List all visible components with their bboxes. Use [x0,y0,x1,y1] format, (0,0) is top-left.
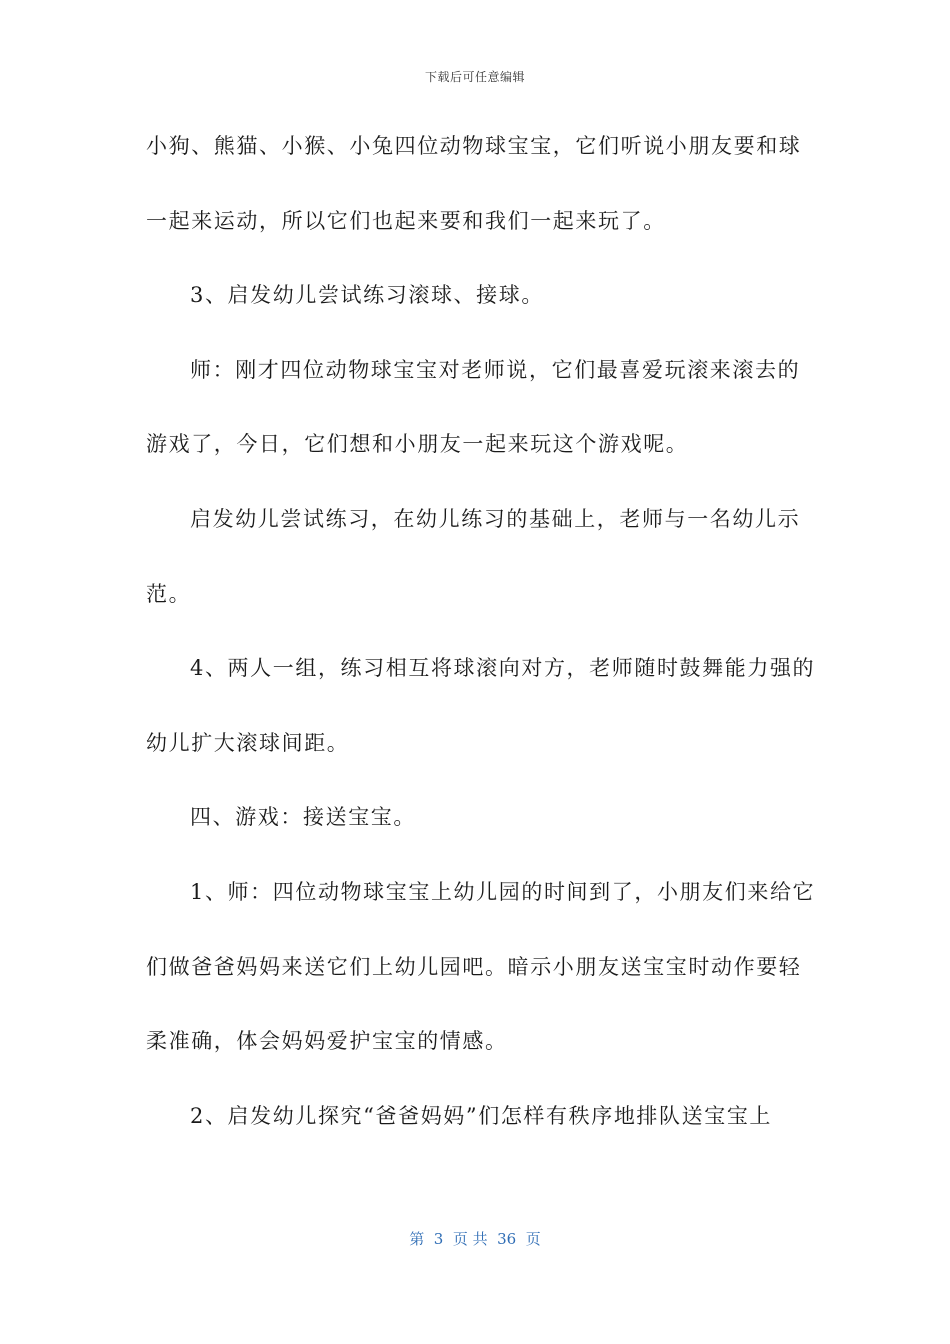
text-line: 小狗、熊猫、小猴、小兔四位动物球宝宝，它们听说小朋友要和球 [146,134,802,158]
text-line: 们做爸爸妈妈来送它们上幼儿园吧。暗示小朋友送宝宝时动作要轻 [146,954,802,979]
text-line: 范。 [146,581,192,606]
text-line: 师：刚才四位动物球宝宝对老师说，它们最喜爱玩滚来滚去的 [190,357,801,382]
text-line: 启发幼儿尝试练习，在幼儿练习的基础上，老师与一名幼儿示 [190,506,801,531]
text-line: 游戏了，今日，它们想和小朋友一起来玩这个游戏呢。 [146,432,689,457]
text-line: 幼儿扩大滚球间距。 [146,730,350,755]
text-line: 2、启发幼儿探究“爸爸妈妈”们怎样有秩序地排队送宝宝上 [190,1103,773,1128]
text-line: 一起来运动，所以它们也起来要和我们一起来玩了。 [146,208,666,233]
header-note: 下载后可任意编辑 [424,70,525,84]
page-number-footer: 第 3 页 共 36 页 [409,1230,541,1248]
text-line: 3、启发幼儿尝试练习滚球、接球。 [190,283,544,308]
text-line: 四、游戏：接送宝宝。 [190,805,416,830]
text-line: 1、师：四位动物球宝宝上幼儿园的时间到了，小朋友们来给它 [190,879,816,904]
document-body [146,128,816,1172]
text-line: 4、两人一组，练习相互将球滚向对方，老师随时鼓舞能力强的 [190,656,816,681]
text-line: 柔准确，体会妈妈爱护宝宝的情感。 [146,1029,508,1054]
